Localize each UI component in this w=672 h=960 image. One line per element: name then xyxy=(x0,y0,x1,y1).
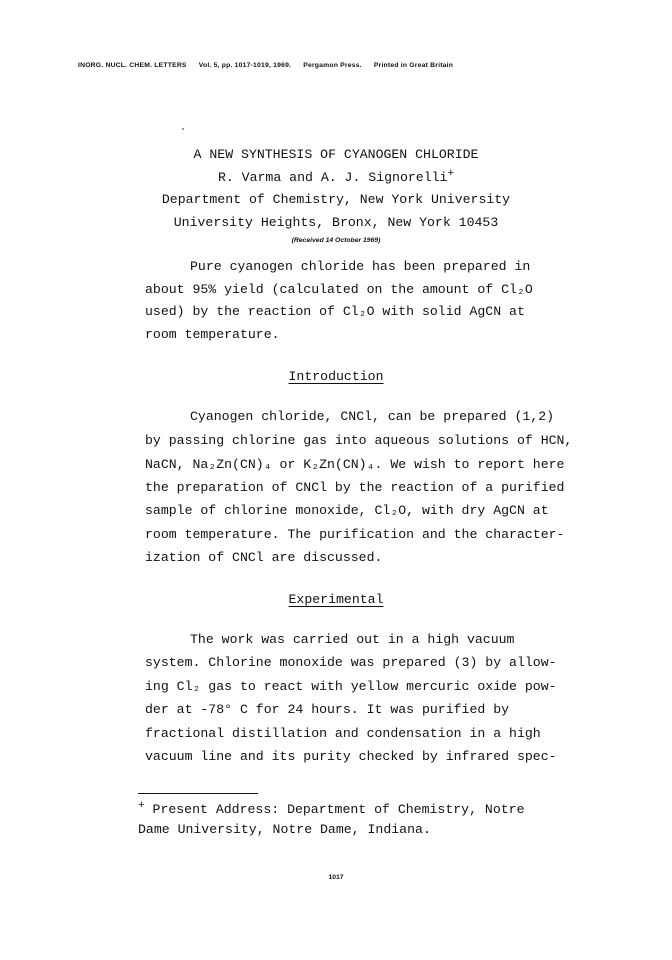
introduction-line: by passing chlorine gas into aqueous solutions of HCN, xyxy=(145,433,573,448)
experimental-heading: Experimental xyxy=(288,592,384,607)
experimental-line: fractional distillation and condensation in a high xyxy=(145,726,541,741)
running-header xyxy=(78,62,598,69)
publisher: Pergamon Press. xyxy=(303,62,362,69)
authors: R. Varma and A. J. Signorelli xyxy=(217,170,448,185)
authors-line xyxy=(0,170,672,185)
volume-info: Vol. 5, pp. 1017-1019, 1969. xyxy=(198,62,292,69)
experimental-line: ing Cl₂ gas to react with yellow mercuric oxide pow- xyxy=(145,679,557,694)
abstract-line: room temperature. xyxy=(145,327,280,342)
received-date: (Received 14 October 1969) xyxy=(291,237,381,244)
introduction-line: room temperature. The purification and the character- xyxy=(145,527,565,542)
journal-name: INORG. NUCL. CHEM. LETTERS xyxy=(78,62,187,69)
department: Department of Chemistry, New York University xyxy=(161,192,511,207)
experimental-line: system. Chlorine monoxide was prepared (3) by allow- xyxy=(145,655,557,670)
experimental-line: The work was carried out in a high vacuum xyxy=(190,632,515,647)
footnote-text: Present Address: Department of Chemistry, Notre xyxy=(152,802,525,817)
introduction-line: the preparation of CNCl by the reaction of a purified xyxy=(145,480,565,495)
experimental-line: der at -78° C for 24 hours. It was purified by xyxy=(145,702,510,717)
page-number: 1017 xyxy=(328,874,344,881)
author-footnote-mark: + xyxy=(447,168,455,180)
introduction-line: ization of CNCl are discussed. xyxy=(145,550,383,565)
footnote-mark: + xyxy=(138,800,145,812)
introduction-heading: Introduction xyxy=(288,369,384,384)
experimental-line: vacuum line and its purity checked by infrared spec- xyxy=(145,749,557,764)
abstract-line: Pure cyanogen chloride has been prepared in xyxy=(190,259,531,274)
printed-in: Printed in Great Britain xyxy=(373,62,454,69)
article-title: A NEW SYNTHESIS OF CYANOGEN CHLORIDE xyxy=(193,147,479,162)
footnote-line xyxy=(138,802,524,817)
stray-dot xyxy=(182,128,184,130)
footnote-rule xyxy=(138,793,258,794)
footnote-line: Dame University, Notre Dame, Indiana. xyxy=(138,822,431,837)
address: University Heights, Bronx, New York 10453 xyxy=(173,215,499,230)
introduction-line: NaCN, Na₂Zn(CN)₄ or K₂Zn(CN)₄. We wish to report here xyxy=(145,457,565,472)
introduction-line: sample of chlorine monoxide, Cl₂O, with dry AgCN at xyxy=(145,503,549,518)
introduction-line: Cyanogen chloride, CNCl, can be prepared (1,2) xyxy=(190,409,555,424)
abstract-line: used) by the reaction of Cl₂O with solid AgCN at xyxy=(145,304,525,319)
abstract-line: about 95% yield (calculated on the amount of Cl₂O xyxy=(145,282,533,297)
